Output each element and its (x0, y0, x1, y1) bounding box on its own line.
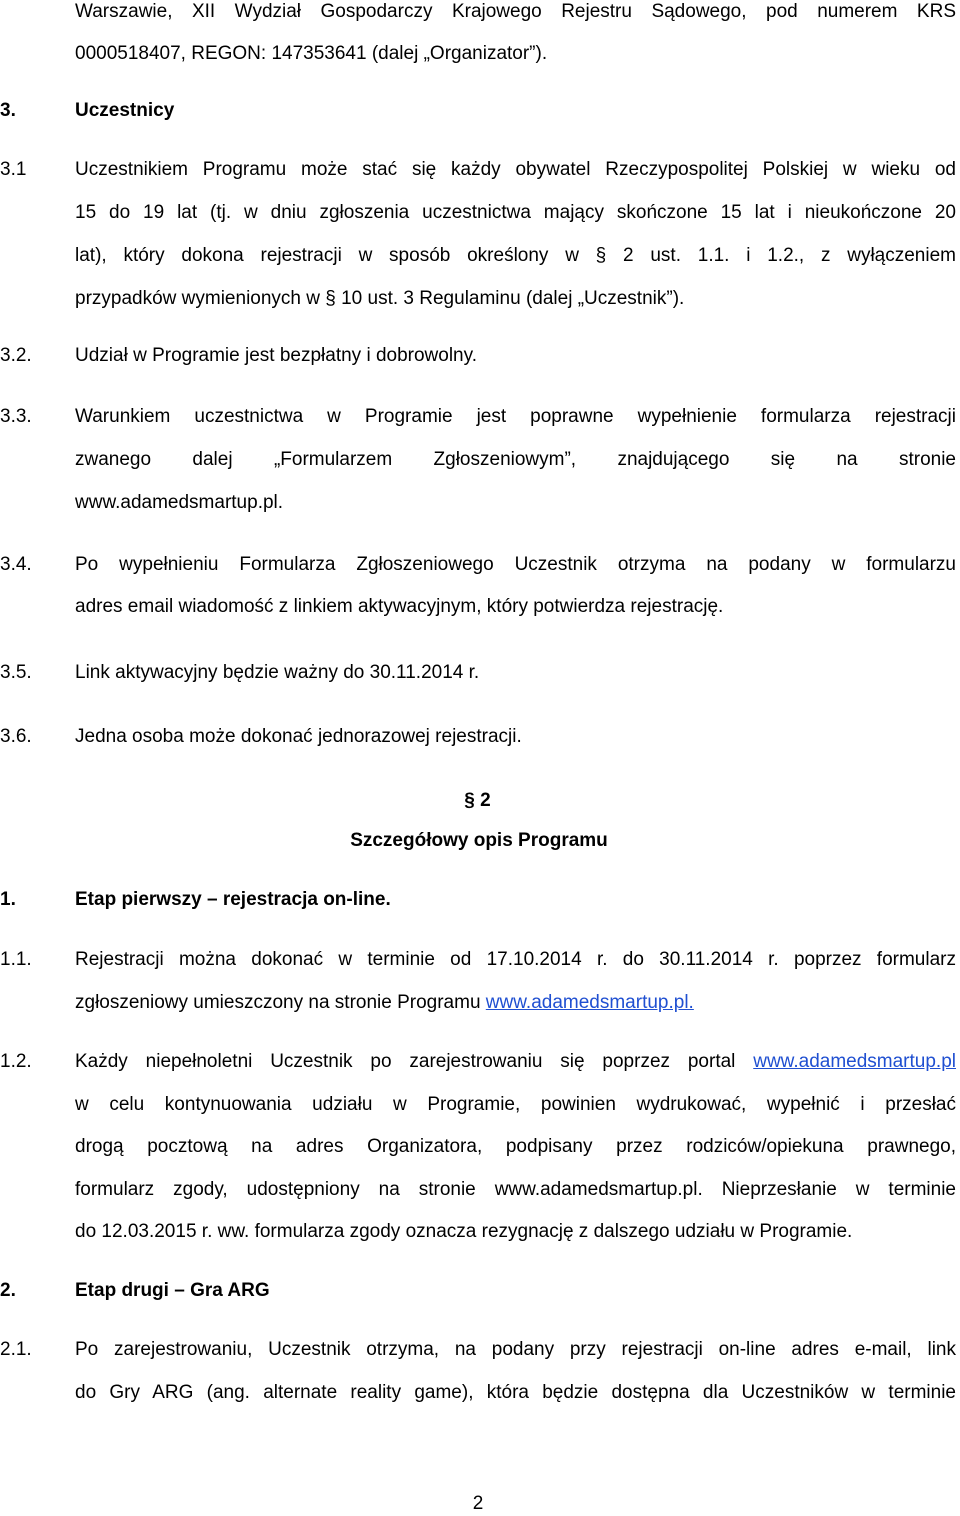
text-line: Warszawie, XII Wydział Gospodarczy Krajowego Rejestru Sądowego, pod numerem KRS (75, 1, 956, 22)
text-line: Po zarejestrowaniu, Uczestnik otrzyma, na podany przy rejestracji on-line adres e-mail, link (75, 1339, 956, 1360)
text-line: Rejestracji można dokonać w terminie od 17.10.2014 r. do 30.11.2014 r. poprzez formularz (75, 949, 956, 970)
text-line: w celu kontynuowania udziału w Programie, powinien wydrukować, wypełnić i przesłać (75, 1094, 956, 1115)
website-link[interactable]: www.adamedsmartup.pl. (485, 992, 694, 1013)
text-span: Każdy niepełnoletni Uczestnik po zarejestrowaniu się poprzez portal (75, 1051, 754, 1072)
text-span: zgłoszeniowy umieszczony na stronie Programu (75, 992, 486, 1013)
text-line: drogą pocztową na adres Organizatora, podpisany przez rodziców/opiekuna prawnego, (75, 1136, 956, 1157)
section-number: 3. (0, 100, 16, 121)
section-symbol (0, 789, 960, 813)
text-line: zwanego dalej „Formularzem Zgłoszeniowym”, znajdującego się na stronie (75, 449, 956, 470)
clause-number: 3.2. (0, 345, 32, 366)
text-line: Jedna osoba może dokonać jednorazowej rejestracji. (75, 726, 522, 747)
stage-title: Etap pierwszy – rejestracja on-line. (75, 889, 391, 910)
text-line: lat), który dokona rejestracji w sposób określony w § 2 ust. 1.1. i 1.2., z wyłączeniem (75, 245, 956, 266)
text-line: przypadków wymienionych w § 10 ust. 3 Regulaminu (dalej „Uczestnik”). (75, 288, 685, 309)
text-line (75, 1050, 956, 1074)
text-line: 0000518407, REGON: 147353641 (dalej „Organizator”). (75, 43, 548, 64)
stage-number: 1. (0, 889, 16, 910)
text-line: Po wypełnieniu Formularza Zgłoszeniowego Uczestnik otrzyma na podany w formularzu (75, 554, 956, 575)
clause-number: 3.1 (0, 159, 27, 180)
section-title: Uczestnicy (75, 100, 175, 121)
clause-number: 1.1. (0, 949, 32, 970)
stage-number: 2. (0, 1280, 16, 1301)
text-line: 15 do 19 lat (tj. w dniu zgłoszenia uczestnictwa mający skończone 15 lat i nieukończone 20 (75, 202, 956, 223)
clause-number: 3.4. (0, 554, 32, 575)
clause-number: 2.1. (0, 1339, 32, 1360)
text-line: adres email wiadomość z linkiem aktywacyjnym, który potwierdza rejestrację. (75, 596, 724, 617)
page-number (0, 1492, 960, 1516)
clause-number: 3.3. (0, 406, 32, 427)
text-line: www.adamedsmartup.pl. (75, 492, 284, 513)
clause-number: 3.6. (0, 726, 32, 747)
section-heading (0, 829, 960, 853)
text-line: Uczestnikiem Programu może stać się każdy obywatel Rzeczypospolitej Polskiej w wieku od (75, 159, 956, 180)
stage-title: Etap drugi – Gra ARG (75, 1280, 270, 1301)
section-heading-text: Szczegółowy opis Programu (350, 830, 608, 851)
text-line: Link aktywacyjny będzie ważny do 30.11.2014 r. (75, 662, 480, 683)
clause-number: 3.5. (0, 662, 32, 683)
text-line: Warunkiem uczestnictwa w Programie jest poprawne wypełnienie formularza rejestracji (75, 406, 956, 427)
page-number-text: 2 (472, 1493, 484, 1514)
clause-number: 1.2. (0, 1051, 32, 1072)
text-line (75, 991, 694, 1015)
text-line: do 12.03.2015 r. ww. formularza zgody oznacza rezygnację z dalszego udziału w Programie. (75, 1221, 853, 1242)
text-line: Udział w Programie jest bezpłatny i dobrowolny. (75, 345, 477, 366)
text-line: formularz zgody, udostępniony na stronie www.adamedsmartup.pl. Nieprzesłanie w terminie (75, 1179, 956, 1200)
website-link[interactable]: www.adamedsmartup.pl (753, 1051, 956, 1072)
section-symbol-text: § 2 (464, 790, 491, 811)
text-line: do Gry ARG (ang. alternate reality game), która będzie dostępna dla Uczestników w terminie (75, 1382, 956, 1403)
